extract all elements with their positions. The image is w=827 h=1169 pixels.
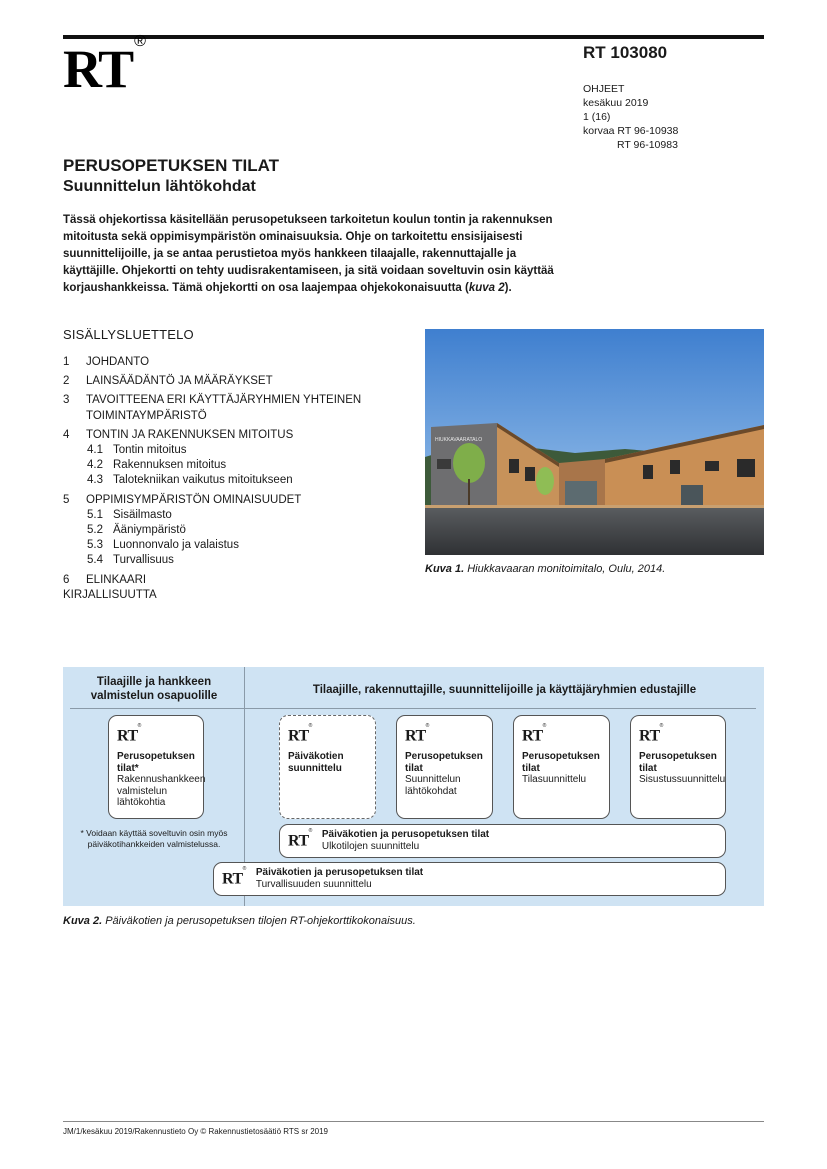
toc-subitems	[63, 443, 393, 489]
toc-subitem: 5.4 Turvallisuus	[87, 554, 174, 567]
figure-reference: kuva 2	[468, 282, 505, 294]
toc-item-continued: TOIMINTAYMPÄRISTÖ	[86, 409, 207, 422]
table-of-contents	[63, 355, 393, 603]
diagram-footnote: * Voidaan käyttää soveltuvin osin myös päiväkotihankkeiden valmistelussa.	[80, 828, 228, 849]
document-number: RT 103080	[583, 43, 668, 62]
toc-subitem: 4.3 Talotekniikan vaikutus mitoitukseen	[87, 474, 293, 487]
figure-1-caption: Kuva 1. Hiukkavaaran monitoimitalo, Oulu, 2014.	[425, 563, 666, 575]
building-sign: HIUKKAVAARATALO	[435, 437, 483, 443]
rt-mini-logo: RT®	[288, 723, 312, 745]
toc-item: 6 ELINKAARI	[63, 573, 147, 586]
card-ulkotilojen-suunnittelu	[279, 824, 726, 858]
card-title: Perusopetuksen tilat*	[117, 751, 195, 774]
page-title: PERUSOPETUKSEN TILAT	[63, 156, 279, 175]
toc-item: KIRJALLISUUTTA	[63, 588, 157, 601]
toc-subitem: 5.2 Ääniympäristö	[87, 524, 186, 537]
card-subtitle: Rakennushankkeen valmistelun lähtökohtia	[117, 774, 206, 809]
toc-subitem: 5.1 Sisäilmasto	[87, 508, 172, 521]
rt-mini-logo: RT®	[288, 828, 312, 850]
diagram-right-heading: Tilaajille, rakennuttajille, suunnittelijoille ja käyttäjäryhmien edustajille	[312, 684, 697, 696]
page-subtitle: Suunnittelun lähtökohdat	[63, 178, 256, 195]
card-title: Perusopetuksen tilat	[522, 751, 600, 774]
building-photo	[425, 329, 764, 555]
card-subtitle: Ulkotilojen suunnittelu	[321, 840, 420, 852]
page-footer: JM/1/kesäkuu 2019/Rakennustieto Oy © Rakennustietosäätiö RTS sr 2019	[63, 1127, 329, 1136]
card-perusopetuksen-tilat-valmistelu	[108, 715, 204, 819]
card-subtitle: Turvallisuuden suunnittelu	[255, 878, 372, 890]
toc-subitem: 4.2 Rakennuksen mitoitus	[87, 459, 227, 472]
diagram-divider-horizontal	[70, 708, 756, 709]
card-subtitle: Sisustussuunnittelu	[639, 774, 726, 786]
card-title: Perusopetuksen tilat	[639, 751, 717, 774]
card-sisustussuunnittelu	[630, 715, 726, 819]
intro-paragraph: Tässä ohjekortissa käsitellään perusopetukseen tarkoitetun koulun tontin ja rakennuksen mitoitusta sekä oppimisympäristön ominaisuuksia. Ohje on tarkoitettu ensisijaisesti suunnittelijoille, ja se antaa perustietoa myös hankkeen tilaajalle, rakennuttajalle ja käyttäjille. Ohjekortti on tehty uudisrakentamiseen, ja sitä voidaan soveltuvin osin käyttää korjaushankkeissa. Tämä ohjekortti on osa laajempaa ohjekokonaisuutta (kuva 2).	[63, 214, 554, 294]
rt-mini-logo: RT®	[117, 723, 141, 745]
card-title: Perusopetuksen tilat	[405, 751, 483, 774]
toc-heading: SISÄLLYSLUETTELO	[63, 327, 194, 342]
rt-mini-logo: RT®	[522, 723, 546, 745]
toc-item: 1 JOHDANTO	[63, 356, 150, 368]
card-subtitle: Suunnittelun lähtökohdat	[405, 774, 461, 797]
card-turvallisuuden-suunnittelu	[213, 862, 726, 896]
card-suunnittelun-lahtokohdat	[396, 715, 493, 819]
meta-replaces: korvaa RT 96-10938	[583, 125, 679, 137]
toc-item: 4 TONTIN JA RAKENNUKSEN MITOITUS	[63, 428, 294, 441]
rt-mini-logo: RT®	[405, 723, 429, 745]
card-tilasuunnittelu	[513, 715, 610, 819]
diagram-left-heading: Tilaajille ja hankkeen valmistelun osapuolille	[90, 676, 218, 702]
top-rule	[63, 35, 764, 39]
card-paivakotien-suunnittelu	[279, 715, 376, 819]
rt-logo: RT ®	[63, 33, 146, 99]
rt-mini-logo: RT®	[222, 866, 246, 888]
toc-item: 2 LAINSÄÄDÄNTÖ JA MÄÄRÄYKSET	[63, 375, 273, 388]
rt-mini-logo: RT®	[639, 723, 663, 745]
document-meta	[583, 82, 678, 152]
card-title: Päiväkotien suunnittelu	[288, 751, 344, 774]
meta-replaces-2: RT 96-10983	[617, 139, 678, 151]
meta-type: OHJEET	[583, 83, 625, 95]
toc-item: 5 OPPIMISYMPÄRISTÖN OMINAISUUDET	[63, 493, 302, 506]
toc-subitem: 4.1 Tontin mitoitus	[87, 444, 187, 457]
bottom-rule	[63, 1121, 764, 1122]
rt-card-series-diagram	[63, 667, 764, 906]
toc-item: 3 TAVOITTEENA ERI KÄYTTÄJÄRYHMIEN YHTEINEN	[63, 394, 362, 407]
meta-date: kesäkuu 2019	[583, 97, 649, 109]
card-title: Päiväkotien ja perusopetuksen tilat	[255, 867, 424, 878]
card-title: Päiväkotien ja perusopetuksen tilat	[321, 829, 490, 840]
toc-subitems	[63, 508, 393, 569]
meta-page: 1 (16)	[583, 111, 611, 123]
figure-2-caption: Kuva 2. Päiväkotien ja perusopetuksen tilojen RT-ohjekorttikokonaisuus.	[63, 915, 416, 927]
toc-subitem: 5.3 Luonnonvalo ja valaistus	[87, 539, 239, 552]
card-subtitle: Tilasuunnittelu	[522, 774, 587, 786]
